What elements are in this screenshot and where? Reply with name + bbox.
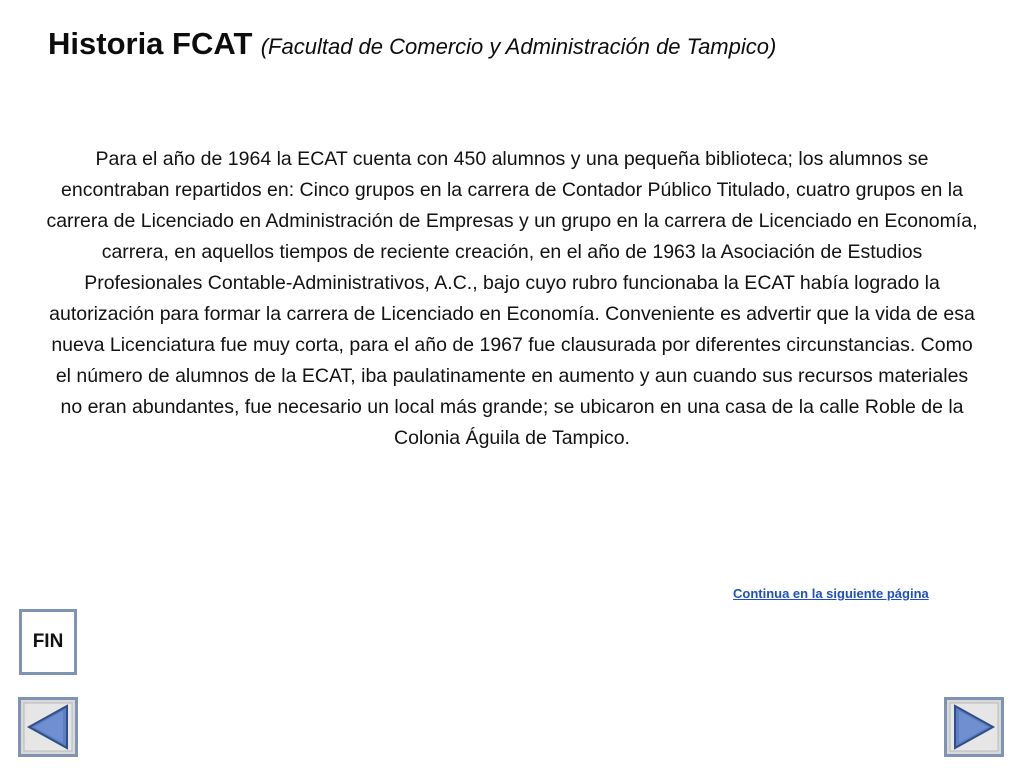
title-subtitle: (Facultad de Comercio y Administración de Tampico) — [260, 34, 777, 59]
fin-button-label: FIN — [32, 631, 64, 652]
triangle-right-icon — [944, 697, 1004, 757]
triangle-left-icon — [18, 697, 78, 757]
slide-title — [48, 22, 1008, 69]
fin-button[interactable] — [19, 609, 77, 675]
previous-slide-button[interactable] — [18, 697, 78, 757]
title-main: Historia FCAT — [48, 26, 253, 61]
next-slide-button[interactable] — [944, 697, 1004, 757]
continue-next-page-link[interactable]: Continua en la siguiente página — [733, 586, 929, 601]
body-paragraph: Para el año de 1964 la ECAT cuenta con 450 alumnos y una pequeña biblioteca; los alumnos se encontraban repartidos en: Cinco grupos en la carrera de Contador Público Titulado, cuatro grupos en la carrera de Licenciado en Administración de Empresas y un grupo en la carrera de Licenciado en Economía, carrera, en aquellos tiempos de reciente creación, en el año de 1963 la Asociación de Estudios Profesionales Contable-Administrativos, A.C., bajo cuyo rubro funcionaba la ECAT había logrado la autorización para formar la carrera de Licenciado en Economía. Conveniente es advertir que la vida de esa nueva Licenciatura fue muy corta, para el año de 1967 fue clausurada por diferentes circunstancias. Como el número de alumnos de la ECAT, iba paulatinamente en aumento y aun cuando sus recursos materiales no eran abundantes, fue necesario un local más grande; se ubicaron en una casa de la calle Roble de la Colonia Águila de Tampico. — [46, 148, 978, 449]
